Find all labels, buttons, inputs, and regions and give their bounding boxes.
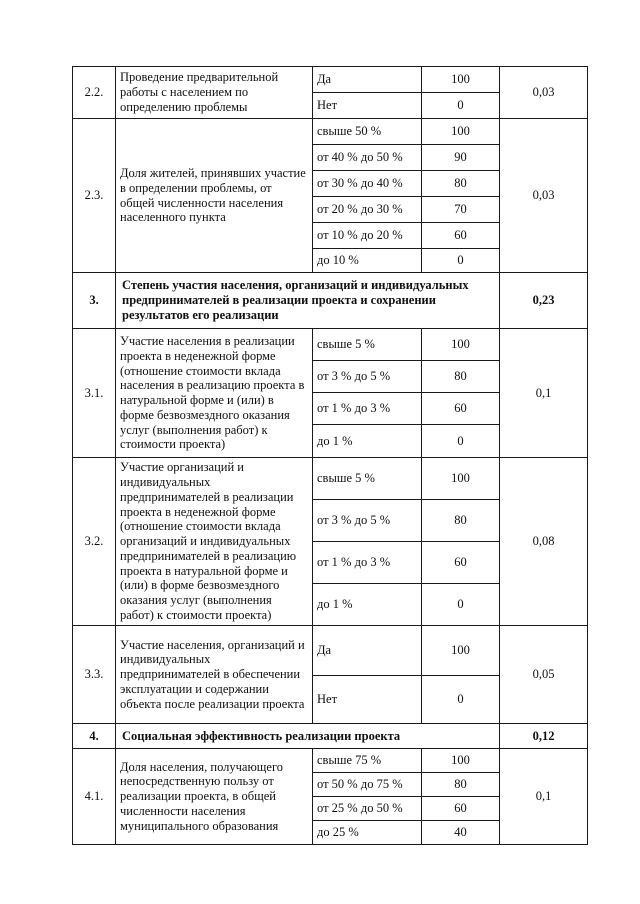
criterion-weight: 0,1 bbox=[500, 329, 588, 458]
option-score: 60 bbox=[422, 223, 500, 249]
criterion-number: 2.2. bbox=[73, 67, 116, 119]
option-score: 90 bbox=[422, 145, 500, 171]
option-score: 0 bbox=[422, 584, 500, 626]
option-score: 70 bbox=[422, 197, 500, 223]
option-score: 60 bbox=[422, 542, 500, 584]
criterion-number: 3.1. bbox=[73, 329, 116, 458]
option-score: 40 bbox=[422, 821, 500, 845]
option-label: от 3 % до 5 % bbox=[313, 361, 422, 393]
option-label: до 1 % bbox=[313, 425, 422, 458]
criterion-text: Участие организаций и индивидуальных предпринимателей в реализации проекта в неденежной форме (отношение стоимости вклада организаций и индивидуальных предпринимателей в реализацию проекта в натуральной форме и (или) в форме безвозмездного оказания услуг (выполнения работ) к стоимости проекта) bbox=[116, 458, 313, 626]
section-title: Социальная эффективность реализации проекта bbox=[116, 724, 500, 749]
section-title: Степень участия населения, организаций и индивидуальных предпринимателей в реализации проекта и сохранении результатов его реализации bbox=[116, 273, 500, 329]
table-row bbox=[73, 119, 588, 145]
option-label: до 25 % bbox=[313, 821, 422, 845]
option-label: от 3 % до 5 % bbox=[313, 500, 422, 542]
option-label: Да bbox=[313, 67, 422, 93]
criterion-number: 2.3. bbox=[73, 119, 116, 273]
table-row bbox=[73, 329, 588, 361]
section-row bbox=[73, 724, 588, 749]
option-label: от 1 % до 3 % bbox=[313, 393, 422, 425]
option-score: 100 bbox=[422, 119, 500, 145]
option-label: свыше 5 % bbox=[313, 329, 422, 361]
option-score: 0 bbox=[422, 249, 500, 273]
criterion-text: Доля населения, получающего непосредственную пользу от реализации проекта, в общей численности населения муниципального образования bbox=[116, 749, 313, 845]
criterion-number: 4.1. bbox=[73, 749, 116, 845]
option-label: свыше 5 % bbox=[313, 458, 422, 500]
option-label: свыше 50 % bbox=[313, 119, 422, 145]
option-score: 80 bbox=[422, 773, 500, 797]
criterion-weight: 0,1 bbox=[500, 749, 588, 845]
option-score: 80 bbox=[422, 171, 500, 197]
option-score: 100 bbox=[422, 67, 500, 93]
option-score: 100 bbox=[422, 626, 500, 676]
option-label: до 1 % bbox=[313, 584, 422, 626]
criterion-text: Участие населения, организаций и индивидуальных предпринимателей в обеспечении эксплуатации и содержании объекта после реализации проекта bbox=[116, 626, 313, 724]
criterion-weight: 0,03 bbox=[500, 119, 588, 273]
criterion-weight: 0,03 bbox=[500, 67, 588, 119]
table-row bbox=[73, 626, 588, 676]
criterion-number: 3.3. bbox=[73, 626, 116, 724]
option-label: до 10 % bbox=[313, 249, 422, 273]
option-label: Нет bbox=[313, 676, 422, 724]
criterion-text: Доля жителей, принявших участие в определении проблемы, от общей численности населения населенного пункта bbox=[116, 119, 313, 273]
criterion-number: 3.2. bbox=[73, 458, 116, 626]
option-score: 100 bbox=[422, 458, 500, 500]
criterion-weight: 0,05 bbox=[500, 626, 588, 724]
option-label: от 30 % до 40 % bbox=[313, 171, 422, 197]
section-number: 3. bbox=[73, 273, 116, 329]
section-row bbox=[73, 273, 588, 329]
table-row bbox=[73, 749, 588, 773]
option-label: от 1 % до 3 % bbox=[313, 542, 422, 584]
option-score: 0 bbox=[422, 93, 500, 119]
criterion-weight: 0,08 bbox=[500, 458, 588, 626]
option-label: Да bbox=[313, 626, 422, 676]
option-score: 80 bbox=[422, 361, 500, 393]
option-score: 60 bbox=[422, 393, 500, 425]
option-label: свыше 75 % bbox=[313, 749, 422, 773]
option-score: 60 bbox=[422, 797, 500, 821]
table-row bbox=[73, 67, 588, 93]
section-weight: 0,12 bbox=[500, 724, 588, 749]
option-label: от 40 % до 50 % bbox=[313, 145, 422, 171]
option-label: от 50 % до 75 % bbox=[313, 773, 422, 797]
option-score: 80 bbox=[422, 500, 500, 542]
option-label: Нет bbox=[313, 93, 422, 119]
criteria-table bbox=[72, 66, 588, 845]
option-score: 0 bbox=[422, 676, 500, 724]
section-number: 4. bbox=[73, 724, 116, 749]
option-label: от 20 % до 30 % bbox=[313, 197, 422, 223]
table-row bbox=[73, 458, 588, 500]
option-score: 100 bbox=[422, 329, 500, 361]
option-score: 100 bbox=[422, 749, 500, 773]
option-label: от 10 % до 20 % bbox=[313, 223, 422, 249]
section-weight: 0,23 bbox=[500, 273, 588, 329]
option-label: от 25 % до 50 % bbox=[313, 797, 422, 821]
criterion-text: Проведение предварительной работы с населением по определению проблемы bbox=[116, 67, 313, 119]
option-score: 0 bbox=[422, 425, 500, 458]
criterion-text: Участие населения в реализации проекта в неденежной форме (отношение стоимости вклада населения в реализацию проекта в натуральной форме и (или) в форме безвозмездного оказания услуг (выполнения работ) к стоимости проекта) bbox=[116, 329, 313, 458]
